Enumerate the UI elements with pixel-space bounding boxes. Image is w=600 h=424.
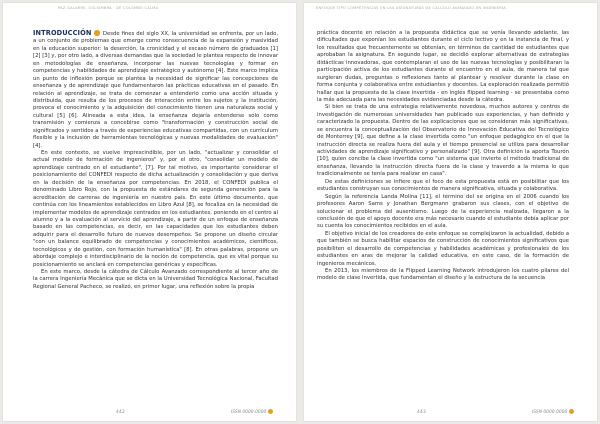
paragraph: El objetivo inicial de los creadores de este enfoque se complejizaron la actualidad, debido a que también se busca habilitar espacios de construcción de conocimientos significativos que posibiliten el desarrollo de competencias y habilidades académicas y profesionales de los estudiantes en aras de mejorar la calidad educativa, en este caso, de la formación de ingenieros mecánicos.: [317, 230, 569, 267]
running-head: PAZ GALARRE. COLSIMBRA · DE COLOMBO CALMA: [58, 6, 159, 10]
journal-logo-icon: [569, 409, 574, 414]
paragraph-text: Desde fines del siglo XX, la universidad se enfrenta, por un lado, a un conjunto de problemas que emerge como consecuencia de la expansión y masividad en la educación superior: la deserción, la cronicidad y el escaso número de graduados [1] [2] [3] y, por otro lado, a diversas demandas que la sociedad le plantea respecto de innovar en metodologías de enseñanza, incorporar las nuevas tecnologías y formar en competencias y habilidades de aprendizaje estratégico y autónomo [4]. Este marco implica un punto de inflexión porque se plantea la necesidad de significar las concepciones de enseñanza y de aprendizaje que fundamentaron las prácticas educativas en el pasado. En relación al aprendizaje, se trata de comenzar a entenderlo como una acción situada y distribuida, que resulta de los procesos de interacción entre los sujetos y la institución, provoca el conocimiento y la adquisición del conocimiento tienen una naturaleza social y cultural [5] [6]. Alineada a esta idea, la enseñanza dejaría entenderse sólo como transmisión y comienza a concebirse como "transformación y construcción social de significados y sentidos a través de experiencias educativas compartidas, con un currículum flexible y la inclusión de herramientas tecnológicas y nuevas modalidades de evaluación" [4].: [33, 31, 279, 149]
running-head: ENFOQUE TIPO COMPETENCIAS EN LAS ASIGNATURAS DE CALCULO AVANZADO EN INGENIERÍA: [316, 6, 507, 10]
paragraph: De estas definiciones se infiere que el foco de esta propuesta está en posibilitar que los estudiantes construyan sus conocimientos de manera significativa, situada y colaborativa.: [317, 178, 569, 193]
section-title: INTRODUCCIÓN: [33, 29, 92, 37]
page-footer: [116, 409, 273, 415]
journal-label: ISSN 0000-0000: [531, 410, 568, 415]
paragraph: práctica docente en relación a la propuesta didáctica que se venía llevando adelante, las dificultades que exponían los estudiantes durante el ciclo lectivo y en la instancia de final, y los resultados que frecuentemente se obtenían, en términos de cantidad de estudiantes que aprobaban la asignatura. En segundo lugar, se decidió explorar alternativas de estrategias didácticas innovadoras, que contemplaran el uso de las nuevas tecnologías y posibilitaran la participación activa de los estudiantes durante el encuentro en el aula, de manera tal que surgieran dudas, preguntas o reflexiones tanto al plantear y resolver durante la clase en forma conjunta y colaborativa entre estudiantes y docentes. La exploración realizada permitió hallar que la propuesta de la clase invertida - en inglés flipped learning - se presentaba como la más adecuada para las necesidades evidenciadas desde la cátedra.: [317, 30, 569, 103]
right-page: [304, 3, 597, 421]
paragraph: Si bien se trata de una estrategia relativamente novedosa, muchos autores y centros de investigación de numerosas universidades han publicado sus experiencias, y han definido y caracterizado la propuesta. Dentro de las explicaciones que se consideran más significativas, se encuentra la conceptualización del Observatorio de Innovación Educativa del Tecnológico de Monterrey [9], que define a la clase invertida como "un enfoque pedagógico en el que la instrucción directa se realiza fuera del aula y el tiempo presencial se utiliza para desarrollar actividades de aprendizaje significativo y personalizado" [9]. Otra definición la aporta Tourón [10], quien concibe la clase invertida como "un sistema que invierte el método tradicional de enseñanza, llevando la instrucción directa fuera de la clase y traverdo a la misma lo que tradicionalmente se tenía para realizar en casa".: [317, 104, 569, 178]
journal-logo-icon: [268, 409, 273, 414]
paragraph: En 2013, los miembros de la Flipped Learning Network introdujeron los cuatro pilares del modelo de clase invertida, que fundamentan el diseño y la estructura de la secuencia: [317, 268, 569, 282]
body-text: [317, 30, 569, 283]
paragraph: Según la referencia Landa Molina [11], el término del se origina en el 2006 cuando los profesores Aaron Sams y Jonathan Bergmann grabaron sus clases, con el objetivo de solucionar el problema del ausentismo. Luego de la experiencia realizada, llegaron a la conclusión de que el apoyo docente era más necesario cuando el estudiante debía aplicar por su cuenta los conocimientos recibidos en el aula.: [317, 193, 569, 230]
paragraph: En este marco, desde la cátedra de Cálculo Avanzado correspondiente al tercer año de la carrera Ingeniería Mecánica que se dicta en la Universidad Tecnológica Nacional, Facultad Regional General Pacheco, se realizó, en primer lugar, una reflexión sobre la propia: [33, 269, 278, 290]
section-bullet-icon: [94, 30, 99, 35]
journal-label: ISSN 0000-0000: [230, 410, 267, 415]
left-page: [3, 3, 296, 421]
paragraph-intro: [33, 30, 278, 150]
paragraph: En este contexto, se vuelve imprescindible, por un lado, "actualizar y consolidar el actual modelo de formación de ingenieros" y, por el otro, "consolidar un modelo de aprendizaje centrado en el estudiante", [7]. Por tal motivo, es importante considerar el posicionamiento del CONFEDI respecto de dicha actualización y consolidación y que deriva en la decisión de la enseñanza por competencias. En 2018, el CONFEDI publica el denominado Libro Rojo, con la propuesta de estándares de segunda generación para la acreditación de carreras de ingeniería en nuestro país. En este último documento, que continúa con los lineamientos establecidos en Libro Azul [8], se focaliza en la necesidad de implementar modelos de aprendizaje centrados en los estudiantes, poniendo en el centro al alumno y a la evaluación al servicio del aprendizaje, a partir de un enfoque de enseñanza basado en las competencias, es decir, en las capacidades que los estudiantes deben adquirir para el desarrollo futuro de nuevos desempeños. Se propone un diseño circular "con un balance equilibrado de competencias y conocimientos académicos, científicos, tecnológicos y de gestión, con formación humanística" [8]. En otras palabras, propone un abordaje complejo e interdisciplinario de la noción de competencia, que es vital porque su posicionamiento se anclará en competencias genéricas y específicas.: [33, 150, 278, 268]
page-number: 443: [417, 410, 426, 415]
page-number: 442: [116, 410, 125, 415]
page-footer: [417, 409, 574, 415]
body-text: [33, 30, 278, 291]
